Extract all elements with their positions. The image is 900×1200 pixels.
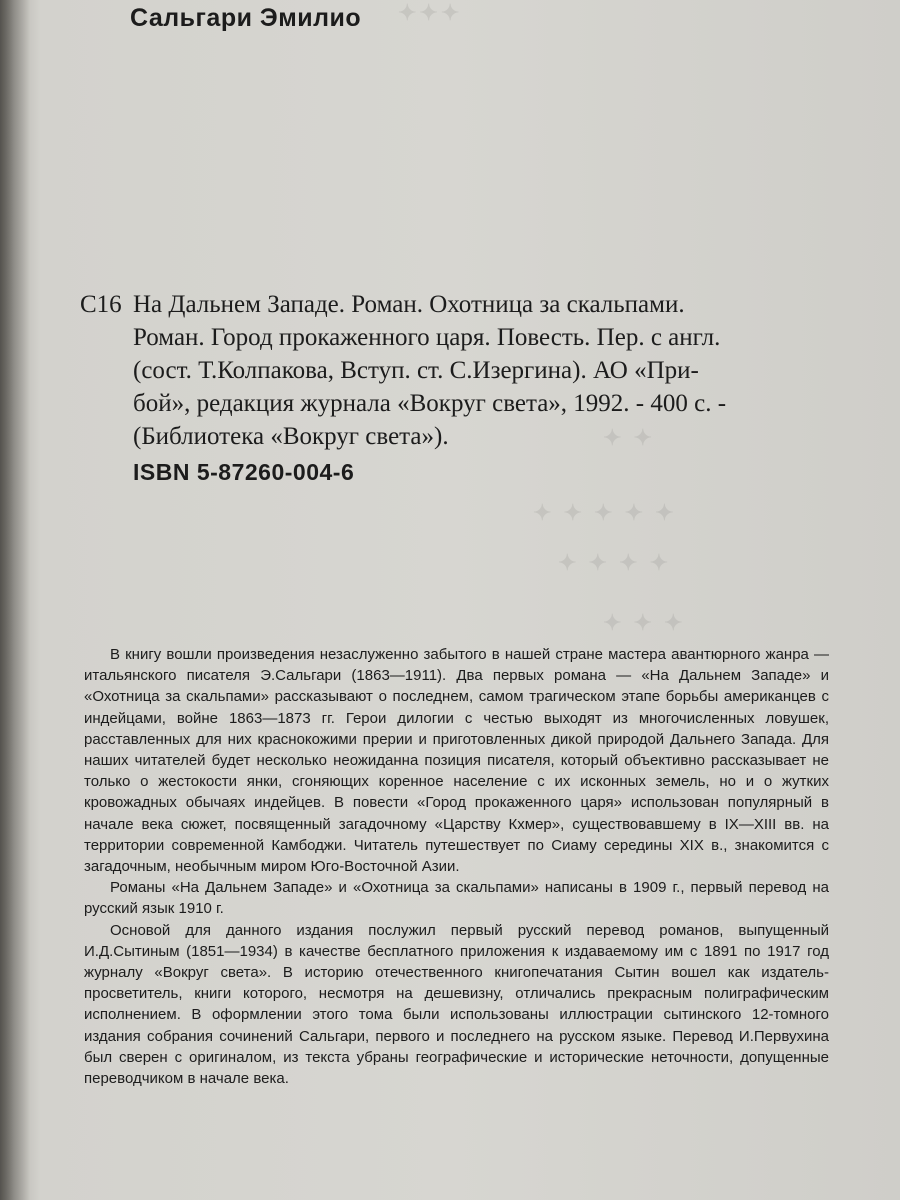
- annotation: [84, 644, 829, 1089]
- biblio-line: (Библиотека «Вокруг света»).: [133, 423, 449, 450]
- page-gutter-shadow: [0, 0, 30, 1200]
- show-through-mark: ✦ ✦ ✦ ✦ ✦: [530, 500, 674, 525]
- biblio-line: Роман. Город прокаженного царя. Повесть. Пер. с англ.: [133, 324, 721, 351]
- biblio-line: бой», редакция журнала «Вокруг света», 1992. - 400 с. -: [133, 390, 727, 417]
- bibliographic-record: [80, 288, 835, 453]
- show-through-mark: ✦✦✦: [395, 0, 460, 25]
- classification-code: С16: [80, 291, 122, 318]
- show-through-mark: ✦ ✦: [600, 425, 652, 450]
- biblio-line-text: На Дальнем Западе. Роман. Охотница за скальпами.: [133, 291, 685, 318]
- biblio-line: (сост. Т.Колпакова, Вступ. ст. С.Изергина). АО «При-: [133, 357, 699, 384]
- isbn: ISBN 5-87260-004-6: [133, 459, 355, 485]
- show-through-mark: ✦ ✦ ✦: [600, 610, 683, 635]
- annotation-paragraph: Романы «На Дальнем Западе» и «Охотница за скальпами» написаны в 1909 г., первый перевод на русский язык 1910 г.: [84, 879, 829, 918]
- author-name: Сальгари Эмилио: [130, 4, 362, 32]
- show-through-mark: ✦ ✦ ✦ ✦: [555, 550, 669, 575]
- annotation-paragraph: Основой для данного издания послужил первый русский перевод романов, выпущенный И.Д.Сытиным (1851—1934) в качестве бесплатного приложения к издаваемому им с 1891 по 1917 год журналу «Вокруг света». В историю отечественного книгопечатания Сытин вошел как издатель-просветитель, книги которого, несмотря на дешевизну, отличались прекрасным полиграфическим исполнением. В оформлении этого тома были использованы иллюстрации сытинского 12-томного издания собрания сочинений Сальгари, первого и последнего на русском языке. Перевод И.Первухина был сверен с оригиналом, из текста убраны географические и исторические неточности, допущенные переводчиком в начале века.: [84, 921, 829, 1088]
- annotation-paragraph: В книгу вошли произведения незаслуженно забытого в нашей стране мастера авантюрного жанра — итальянского писателя Э.Сальгари (1863—1911). Два первых романа — «На Дальнем Западе» и «Охотница за скальпами» рассказывают о последнем, самом трагическом этапе борьбы американцев с индейцами, войне 1863—1873 гг. Герои дилогии с честью выходят из многочисленных ловушек, расставленных для них краснокожими прерии и приготовленных дикой природой Дальнего Запада. Для наших читателей будет несколько неожиданна позиция писателя, который объективно рассказывает не только о жестокости янки, сгоняющих коренное население с их исконных земель, но и о жутких кровожадных обычаях индейцев. В повести «Город прокаженного царя» использован популярный в начале века сюжет, посвященный загадочному «Царству Кхмер», существовавшему в IX—XIII вв. на территории современной Камбоджи. Читатель путешествует по Сиаму середины XIX в., знакомится с загадочным, необычным миром Юго-Восточной Азии.: [84, 646, 829, 876]
- biblio-line: [80, 288, 835, 321]
